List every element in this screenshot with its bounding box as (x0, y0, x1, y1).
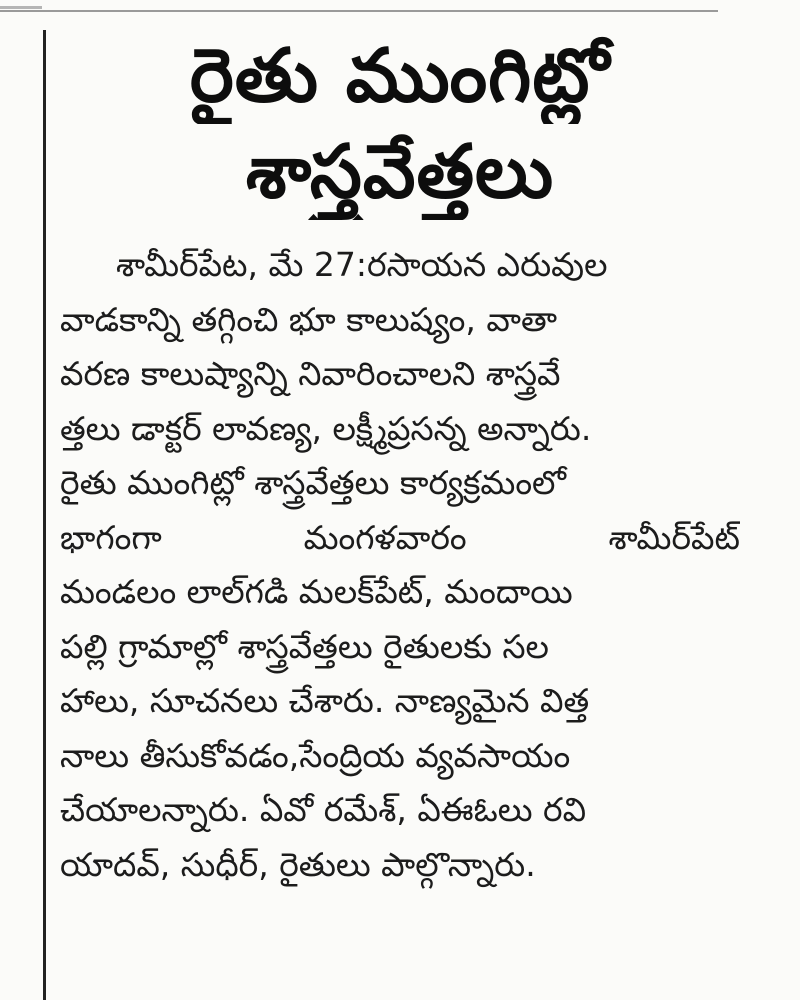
body-line-8: పల్లి గ్రామాల్లో శాస్త్రవేత్తలు రైతులకు సల (60, 626, 549, 666)
body-line-6-word-2: మంగళవారం (303, 517, 467, 557)
body-line-12: యాదవ్, సుధీర్, రైతులు పాల్గొన్నారు. (60, 844, 536, 884)
body-line-11: చేయాలన్నారు. ఏవో రమేశ్, ఏఈఓలు రవి (60, 790, 587, 829)
body-line-4: త్తలు డాక్టర్ లావణ్య, లక్ష్మీప్రసన్న అన్నారు. (60, 408, 592, 448)
top-column-rule (0, 0, 718, 12)
news-article (60, 28, 740, 998)
body-line-6-word-1: భాగంగా (60, 517, 162, 557)
body-line-1: శామీర్‌పేట, మే 27:రసాయన ఎరువుల (116, 245, 608, 284)
body-line-3: వరణ కాలుష్యాన్ని నివారించాలని శాస్త్రవే (60, 354, 561, 393)
top-rule-segment (0, 0, 42, 9)
body-line-5: రైతు ముంగిట్లో శాస్త్రవేత్తలు కార్యక్రమంలో (60, 463, 567, 502)
body-line-6 (60, 511, 740, 566)
headline-line-1: రైతు ముంగిట్లో (189, 33, 611, 119)
article-body (60, 238, 740, 892)
body-line-10: నాలు తీసుకోవడం,సేంద్రియ వ్యవసాయం (60, 735, 571, 775)
body-line-6-word-3: శామీర్‌పేట్ (608, 517, 740, 557)
body-line-7: మండలం లాల్‌గడి మలక్‌పేట్, మందాయి (60, 572, 573, 611)
body-line-9: హాలు, సూచనలు చేశారు. నాణ్యమైన విత్త (60, 681, 590, 720)
left-column-rule (43, 30, 46, 1000)
body-line-2: వాడకాన్ని తగ్గించి భూ కాలుష్యం, వాతా (60, 299, 558, 339)
article-headline (60, 28, 740, 220)
headline-line-2: శాస్త్రవేత్తలు (245, 129, 555, 215)
